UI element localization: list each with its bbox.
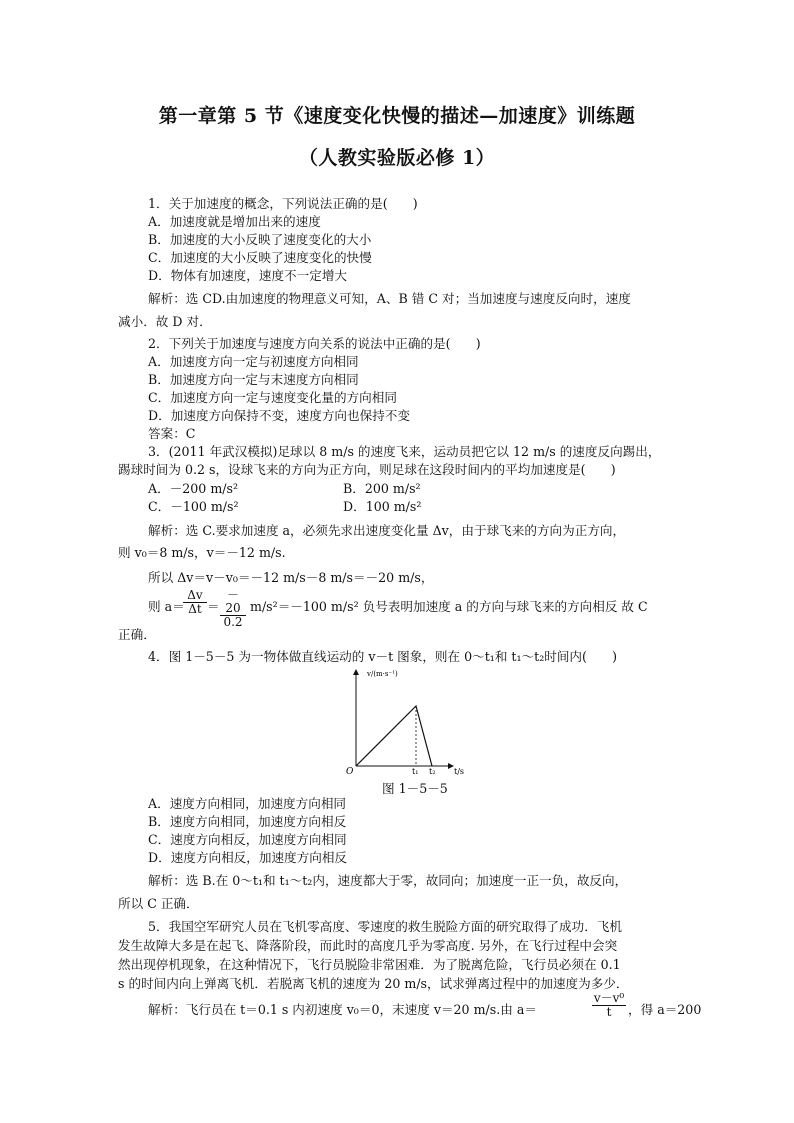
q4-analysis-2: 所以 C 正确．	[118, 896, 199, 911]
q1-option-a: A．加速度就是增加出来的速度	[148, 214, 321, 229]
q2-option-c: C．加速度方向一定与速度变化量的方向相同	[148, 390, 397, 405]
q3-analysis-4-prefix: 则 a＝	[148, 599, 185, 614]
q3-stem-2: 踢球时间为 0.2 s，设球飞来的方向为正方向，则足球在这段时间内的平均加速度是( )	[118, 462, 616, 477]
q5-stem-4: s 的时间内向上弹离飞机．若脱离飞机的速度为 20 m/s，试求弹离过程中的加速度为多少．	[118, 976, 629, 991]
q1-analysis-1: 解析：选 CD.由加速度的物理意义可知，A、B 错 C 对；当加速度与速度反向时，速度	[148, 291, 631, 306]
q2-option-a: A．加速度方向一定与初速度方向相同	[148, 354, 359, 369]
graph-x-label: t/s	[454, 767, 465, 776]
q3-fraction-2	[220, 589, 246, 629]
q3-option-a: A．－200 m/s²	[148, 481, 239, 496]
q3-stem-1: 3．(2011 年武汉模拟)足球以 8 m/s 的速度飞来，运动员把它以 12 m/s 的速度反向踢出，	[148, 444, 661, 459]
graph-y-label: v/(m·s⁻¹)	[367, 670, 398, 678]
q5-stem-3: 然出现停机现象，在这种情况下，飞行员脱险非常困难．为了脱离危险，飞行员必须在 0.1	[118, 957, 621, 972]
q5-analysis-prefix: 解析：飞行员在 t＝0.1 s 内初速度 v₀＝0，末速度 v＝20 m/s.由 a＝	[148, 1002, 537, 1017]
q2-stem: 2．下列关于加速度与速度方向关系的说法中正确的是( )	[148, 336, 481, 351]
q3-option-d: D．100 m/s²	[343, 499, 422, 514]
q3-fraction-1	[183, 589, 207, 616]
q2-option-d: D．加速度方向保持不变，速度方向也保持不变	[148, 408, 410, 423]
q4-option-d: D．速度方向相反，加速度方向相反	[148, 850, 348, 865]
q1-option-c: C．加速度的大小反映了速度变化的快慢	[148, 250, 372, 265]
graph-t1-label: t₁	[412, 767, 419, 776]
q5-stem-1: 5．我国空军研究人员在飞机零高度、零速度的救生脱险方面的研究取得了成功．飞机	[148, 919, 622, 934]
q5-analysis-suffix: ，得 a＝200	[628, 1002, 702, 1017]
q5-fraction-denominator: t	[592, 1005, 626, 1019]
q5-fraction-numerator: v－v⁰	[593, 991, 625, 1005]
q4-stem: 4．图 1－5－5 为一物体做直线运动的 v－t 图象，则在 0～t₁和 t₁～t₂时间内( )	[148, 649, 618, 664]
graph-origin-label: O	[346, 767, 354, 776]
title-line-2: （人教实验版必修 1）	[298, 147, 496, 169]
q3-fraction-1-numerator: Δv	[187, 588, 203, 602]
q3-fraction-2-numerator: －20	[225, 588, 241, 615]
q3-fraction-1-denominator: Δt	[183, 602, 207, 616]
q1-option-b: B．加速度的大小反映了速度变化的大小	[148, 232, 372, 247]
q2-option-b: B．加速度方向一定与末速度方向相同	[148, 372, 359, 387]
q3-analysis-3: 所以 Δv＝v－v₀＝－12 m/s－8 m/s＝－20 m/s，	[148, 570, 434, 585]
q4-analysis-1: 解析：选 B.在 0～t₁和 t₁～t₂内，速度都大于零，故同向；加速度一正一负，故反向，	[148, 873, 628, 888]
q1-analysis-2: 减小．故 D 对．	[118, 314, 212, 329]
q1-option-d: D．物体有加速度，速度不一定增大	[148, 268, 348, 283]
q4-option-b: B．速度方向相同，加速度方向相反	[148, 814, 347, 829]
q1-stem: 1．关于加速度的概念，下列说法正确的是( )	[148, 196, 418, 211]
q3-analysis-4-suffix: m/s²＝－100 m/s² 负号表明加速度 a 的方向与球飞来的方向相反 故 C	[250, 599, 648, 614]
q4-option-c: C．速度方向相反，加速度方向相同	[148, 832, 347, 847]
q3-analysis-2: 则 v₀＝8 m/s，v＝－12 m/s.	[118, 545, 286, 560]
q3-option-b: B．200 m/s²	[343, 481, 421, 496]
q2-answer: 答案：C	[148, 426, 196, 441]
q3-fraction-2-denominator: 0.2	[220, 615, 246, 629]
graph-t2-label: t₂	[429, 767, 436, 776]
q5-stem-2: 发生故障大多是在起飞、降落阶段，而此时的高度几乎为零高度. 另外，在飞行过程中会突	[118, 938, 618, 953]
title-line-1: 第一章第 5 节《速度变化快慢的描述—加速度》训练题	[158, 105, 636, 127]
q3-equals: ＝	[207, 599, 220, 614]
q4-figure-caption: 图 1－5－5	[382, 781, 448, 796]
q3-option-c: C．－100 m/s²	[148, 499, 239, 514]
q4-vt-graph	[340, 664, 470, 776]
graph-velocity-line	[356, 706, 432, 766]
q5-fraction	[592, 992, 626, 1019]
q3-analysis-1: 解析：选 C.要求加速度 a，必须先求出速度变化量 Δv，由于球飞来的方向为正方向，	[148, 523, 626, 538]
q4-option-a: A．速度方向相同，加速度方向相同	[148, 796, 347, 811]
q3-analysis-5: 正确．	[118, 627, 156, 642]
